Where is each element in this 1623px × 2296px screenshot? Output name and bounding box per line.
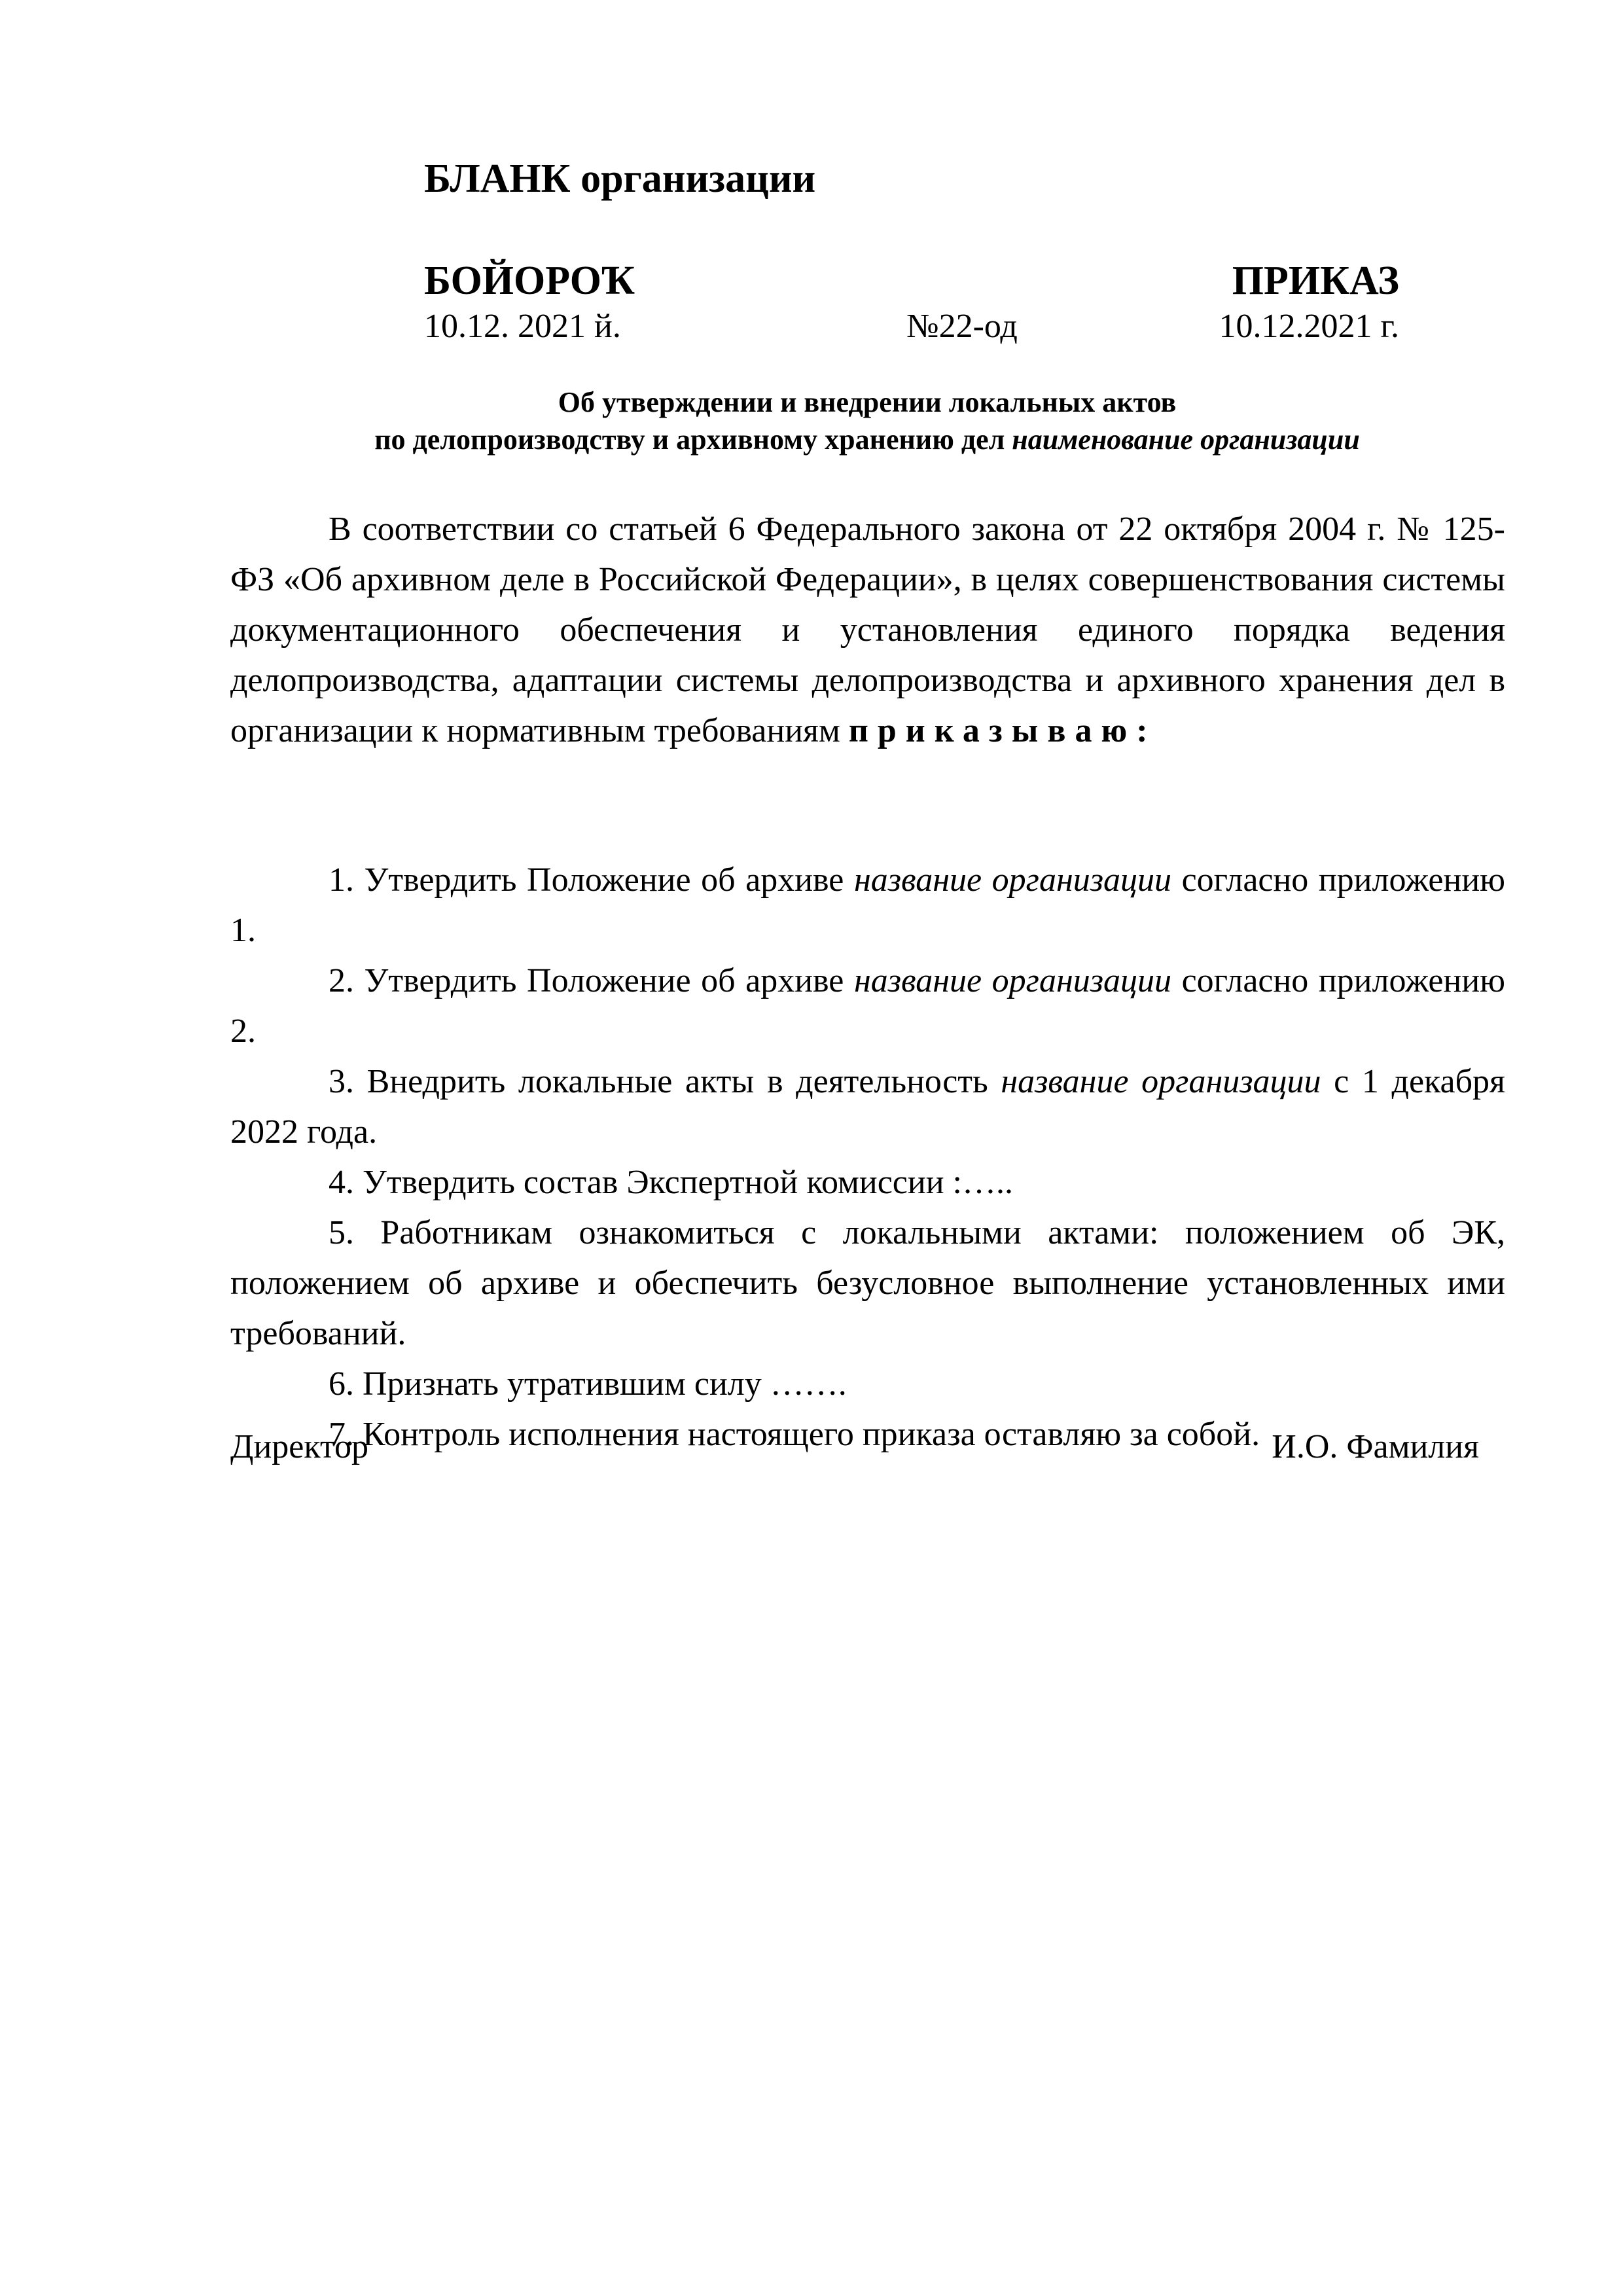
order-item-text: согласно приложению 2. <box>230 962 1505 1050</box>
order-item-4: 4. Утвердить состав Экспертной комиссии :….. <box>329 1164 1013 1201</box>
date-bashkir: 10.12. 2021 й. <box>424 308 621 345</box>
order-subject <box>229 384 1505 458</box>
preamble-text: В соответствии со статьей 6 Федерального закона от 22 октября 2004 г. № 125-ФЗ «Об архивном деле в Российской Федерации», в целях совершенствования системы документационного обеспечения и установления единого порядка ведения делопроизводства, адаптации системы делопроизводства и архивного хранения дел в организации к нормативным требованиям <box>230 511 1505 749</box>
letterhead-blank-label: БЛАНК организации <box>424 156 816 201</box>
order-item-text: согласно приложению 1. <box>230 861 1505 949</box>
signature-block <box>230 1427 1479 1467</box>
order-item-6: 6. Признать утратившим силу ……. <box>329 1365 847 1403</box>
order-item-1 <box>230 855 1505 956</box>
document-type-row <box>424 257 1399 305</box>
order-word: приказываю: <box>848 712 1157 749</box>
preamble <box>230 504 1505 756</box>
signer-name: И.О. Фамилия <box>1272 1428 1479 1465</box>
order-item-text: 1. Утвердить Положение об архиве <box>329 861 854 899</box>
signer-position: Директор <box>230 1428 368 1465</box>
organization-placeholder: название организации <box>853 962 1172 999</box>
order-item-5: 5. Работникам ознакомиться с локальными актами: положением об ЭК, положением об архиве и обеспечить безусловное выполнение установленных ими требований. <box>230 1214 1505 1352</box>
order-item-7: 7. Контроль исполнения настоящего приказа оставляю за собой. <box>329 1416 1260 1453</box>
order-item-text: 3. Внедрить локальные акты в деятельность <box>329 1063 1001 1100</box>
document-type-bashkir: БОЙОРОҠ <box>424 259 635 303</box>
order-items <box>230 855 1505 1460</box>
order-item-2 <box>230 956 1505 1056</box>
document-type-russian: ПРИКАЗ <box>1232 259 1399 303</box>
organization-placeholder: название организации <box>853 861 1172 899</box>
order-number: №22-од <box>906 308 1018 345</box>
date-russian: 10.12.2021 г. <box>1219 308 1399 345</box>
order-item-text: с 1 декабря 2022 года. <box>230 1063 1505 1151</box>
organization-placeholder: название организации <box>1001 1063 1321 1100</box>
preamble-paragraph <box>230 504 1505 756</box>
subject-line-2-text: по делопроизводству и архивному хранению дел <box>374 423 1012 456</box>
subject-organization-placeholder: наименование организации <box>1012 423 1360 456</box>
subject-line-1: Об утверждении и внедрении локальных актов <box>558 386 1177 418</box>
order-item-3 <box>230 1056 1505 1157</box>
order-item-text: 2. Утвердить Положение об архиве <box>329 962 854 999</box>
subject-line-2 <box>229 421 1505 458</box>
